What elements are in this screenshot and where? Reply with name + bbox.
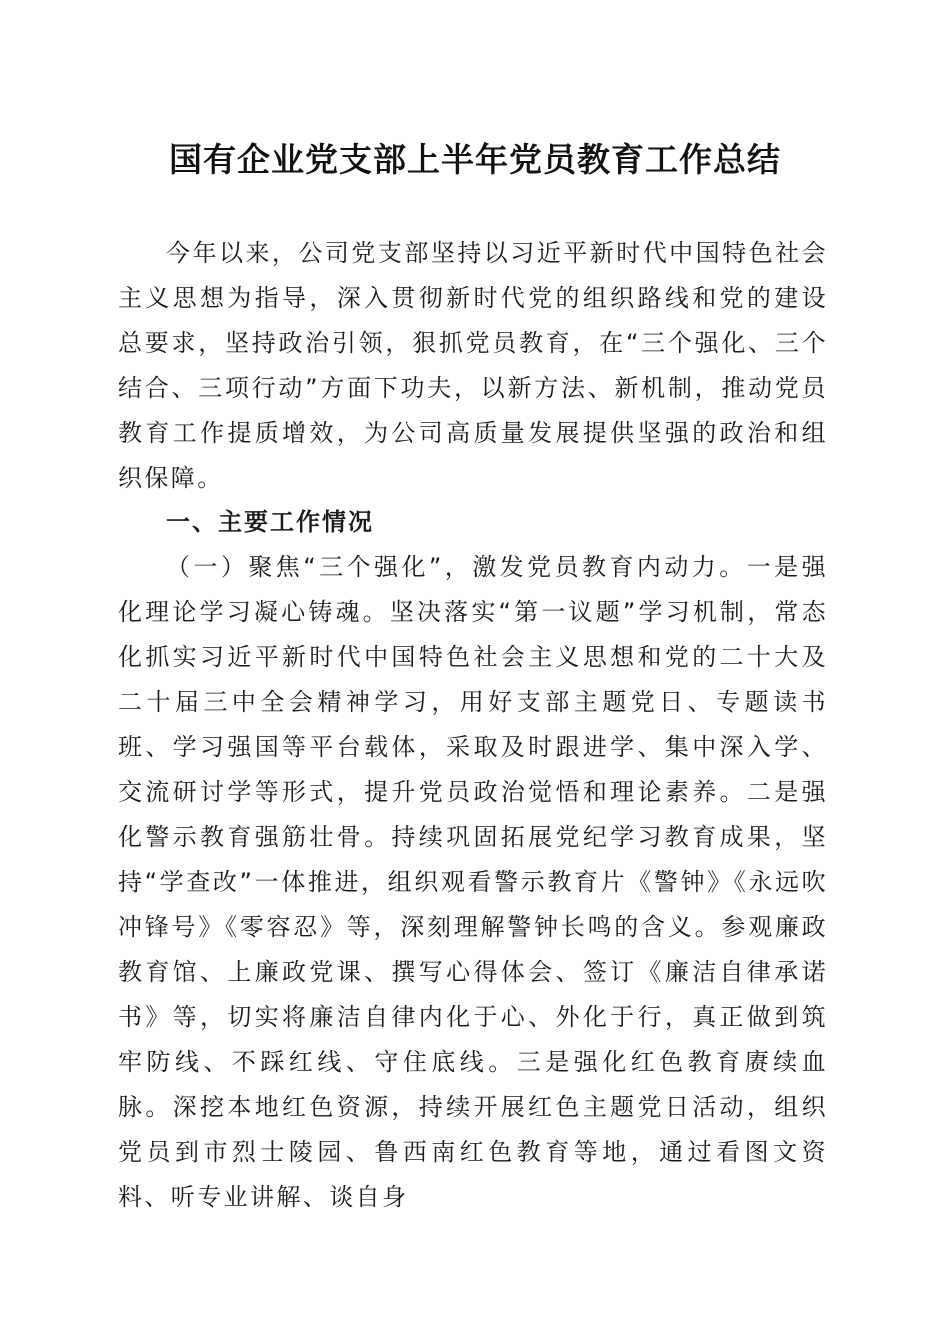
section-1-paragraph: （一）聚焦“三个强化”，激发党员教育内动力。一是强化理论学习凝心铸魂。坚决落实“第一议题”学习机制，常态化抓实习近平新时代中国特色社会主义思想和党的二十大及二十届三中全会精神学习，用好支部主题党日、专题读书班、学习强国等平台载体，采取及时跟进学、集中深入学、交流研讨学等形式，提升党员政治觉悟和理论素养。二是强化警示教育强筋壮骨。持续巩固拓展党纪学习教育成果，坚持“学查改”一体推进，组织观看警示教育片《警钟》《永远吹冲锋号》《零容忍》等，深刻理解警钟长鸣的含义。参观廉政教育馆、上廉政党课、撰写心得体会、签订《廉洁自律承诺书》等，切实将廉洁自律内化于心、外化于行，真正做到筑牢防线、不踩红线、守住底线。三是强化红色教育赓续血脉。深挖本地红色资源，持续开展红色主题党日活动，组织党员到市烈士陵园、鲁西南红色教育等地，通过看图文资料、听专业讲解、谈自身 — [118, 553, 828, 1211]
intro-paragraph: 今年以来，公司党支部坚持以习近平新时代中国特色社会主义思想为指导，深入贯彻新时代党的组织路线和党的建设总要求，坚持政治引领，狠抓党员教育，在“三个强化、三个结合、三项行动”方面下功夫，以新方法、新机制，推动党员教育工作提质增效，为公司高质量发展提供坚强的政治和组织保障。 — [118, 239, 828, 492]
section-heading-main-work: 一、主要工作情况 — [166, 508, 374, 536]
document-title: 国有企业党支部上半年党员教育工作总结 — [169, 140, 781, 179]
